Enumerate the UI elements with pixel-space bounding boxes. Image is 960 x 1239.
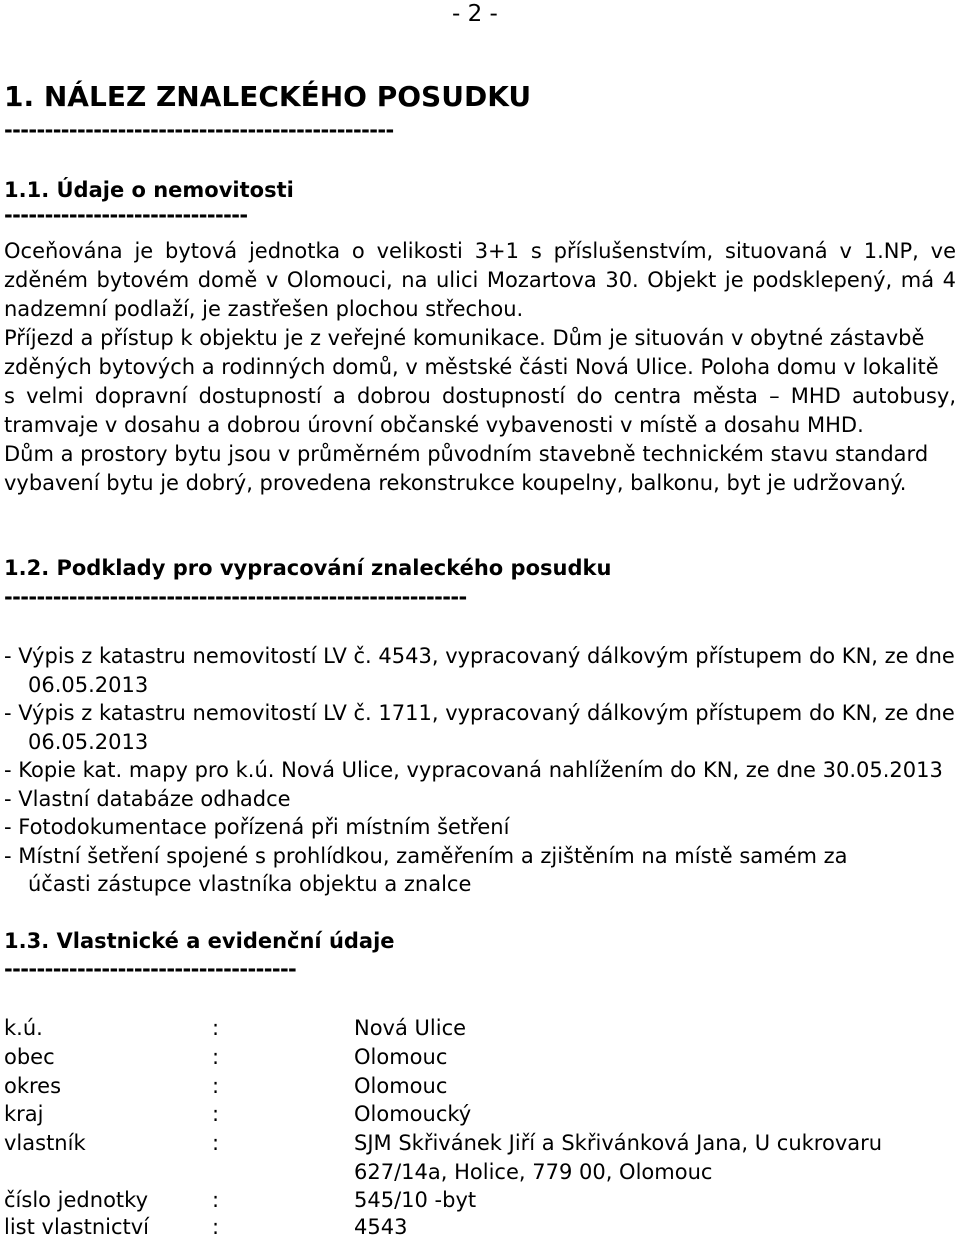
field-label-ku: k.ú.	[4, 1016, 43, 1040]
page-number: - 2 -	[452, 1, 498, 27]
field-label-obec: obec	[4, 1045, 55, 1069]
field-colon: :	[212, 1045, 220, 1069]
section-1-rule: ------------------------------------------------	[4, 118, 394, 142]
field-colon: :	[212, 1188, 220, 1212]
field-value-kraj: Olomoucký	[354, 1102, 472, 1126]
para2-line4: tramvaje v dosahu a dobrou úrovní občanské vybavenosti v místě a dosahu MHD.	[4, 413, 864, 437]
field-label-vlastnik: vlastník	[4, 1131, 86, 1155]
para1-line3: nadzemní podlaží, je zastřešen plochou střechou.	[4, 297, 524, 321]
field-label-okres: okres	[4, 1074, 62, 1098]
section-1-1-title: 1.1. Údaje o nemovitosti	[4, 178, 294, 202]
field-value-obec: Olomouc	[354, 1045, 448, 1069]
list-item: - Místní šetření spojené s prohlídkou, zaměřením a zjištěním na místě samém za	[4, 844, 848, 868]
para3-line2: vybavení bytu je dobrý, provedena rekonstrukce koupelny, balkonu, byt je udržovaný.	[4, 471, 907, 495]
section-1-2-rule: ---------------------------------------------------------	[4, 585, 467, 609]
list-item: - Kopie kat. mapy pro k.ú. Nová Ulice, vypracovaná nahlížením do KN, ze dne 30.05.2013	[4, 758, 943, 782]
field-value-vlastnik: SJM Skřivánek Jiří a Skřivánková Jana, U cukrovaru	[354, 1131, 883, 1155]
para2-line1: Příjezd a přístup k objektu je z veřejné komunikace. Dům je situován v obytné zástavbě	[4, 326, 925, 350]
field-colon: :	[212, 1215, 220, 1239]
field-colon: :	[212, 1102, 220, 1126]
field-value-cislo-jednotky: 545/10 -byt	[354, 1188, 477, 1212]
para2-line2: zděných bytových a rodinných domů, v městské části Nová Ulice. Poloha domu v lokalitě	[4, 355, 939, 379]
section-1-3-rule: ------------------------------------	[4, 957, 297, 981]
list-item: - Fotodokumentace pořízená při místním šetření	[4, 815, 510, 839]
field-colon: :	[212, 1016, 220, 1040]
section-1-3-title: 1.3. Vlastnické a evidenční údaje	[4, 929, 395, 953]
list-item-continuation: 06.05.2013	[28, 673, 149, 697]
field-value-okres: Olomouc	[354, 1074, 448, 1098]
para2-line3: s velmi dopravní dostupností a dobrou dostupností do centra města – MHD autobusy,	[4, 384, 956, 408]
field-value-ku: Nová Ulice	[354, 1016, 467, 1040]
list-item-continuation: účasti zástupce vlastníka objektu a znalce	[28, 872, 472, 896]
list-item: - Vlastní databáze odhadce	[4, 787, 291, 811]
field-value-list-vlastnictvi: 4543	[354, 1215, 408, 1239]
section-1-2-title: 1.2. Podklady pro vypracování znaleckého posudku	[4, 556, 612, 580]
field-label-kraj: kraj	[4, 1102, 44, 1126]
field-label-list-vlastnictvi: list vlastnictví	[4, 1215, 150, 1239]
field-value-vlastnik-address: 627/14a, Holice, 779 00, Olomouc	[354, 1160, 713, 1184]
field-colon: :	[212, 1074, 220, 1098]
para1-line2: zděném bytovém domě v Olomouci, na ulici Mozartova 30. Objekt je podsklepený, má 4	[4, 268, 956, 292]
list-item: - Výpis z katastru nemovitostí LV č. 4543, vypracovaný dálkovým přístupem do KN, ze dne	[4, 644, 955, 668]
section-1-title: 1. NÁLEZ ZNALECKÉHO POSUDKU	[4, 80, 532, 113]
list-item-continuation: 06.05.2013	[28, 730, 149, 754]
para3-line1: Dům a prostory bytu jsou v průměrném původním stavebně technickém stavu standard	[4, 442, 929, 466]
list-item: - Výpis z katastru nemovitostí LV č. 1711, vypracovaný dálkovým přístupem do KN, ze dne	[4, 701, 955, 725]
para1-line1: Oceňována je bytová jednotka o velikosti 3+1 s příslušenstvím, situovaná v 1.NP, ve	[4, 239, 956, 263]
field-label-cislo-jednotky: číslo jednotky	[4, 1188, 148, 1212]
section-1-1-rule: ------------------------------	[4, 203, 248, 227]
field-colon: :	[212, 1131, 220, 1155]
